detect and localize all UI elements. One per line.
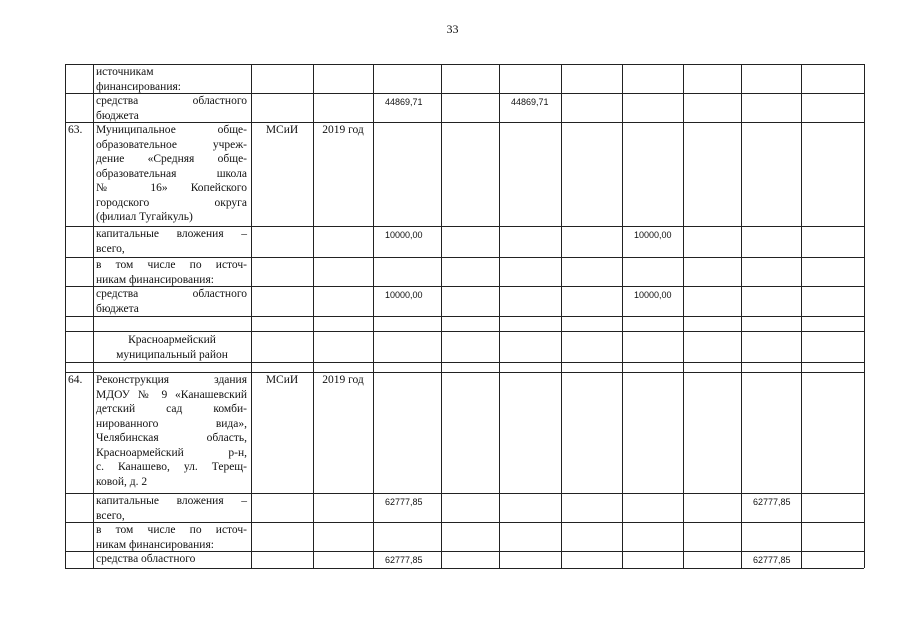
amount-cell: 62777,85 (385, 497, 423, 507)
row-description (96, 552, 247, 567)
row-description (96, 494, 247, 523)
year-cell: 2019 год (322, 124, 364, 136)
description-line: нированного вида», (96, 417, 247, 430)
description-line: городского округа (96, 196, 247, 209)
row-number: 64. (68, 374, 83, 386)
description-line: Челябинская область, (96, 432, 247, 444)
row-description (96, 287, 247, 316)
description-line: бюджета (96, 109, 139, 122)
description-line: с. Канашево, ул. Терещ- (96, 461, 247, 473)
section-heading (96, 333, 248, 362)
description-line: МДОУ № 9 «Канашевский (96, 388, 247, 401)
year-cell: 2019 год (322, 374, 364, 386)
description-line: средства областного (96, 288, 247, 300)
description-line: ковой, д. 2 (96, 475, 148, 488)
description-line: Муниципальное обще- (96, 124, 247, 136)
row-description (96, 258, 247, 287)
amount-cell: 10000,00 (385, 290, 423, 300)
description-line: Красноармейский р-н, (96, 446, 247, 459)
description-line: детский сад комби- (96, 403, 247, 415)
amount-cell: 44869,71 (511, 97, 549, 107)
description-line: никам финансирования: (96, 273, 214, 286)
amount-cell: 62777,85 (385, 555, 423, 565)
row-description (96, 94, 247, 123)
row-description (96, 227, 247, 256)
description-line: всего, (96, 509, 125, 522)
description-line: Реконструкция здания (96, 374, 247, 386)
description-line: в том числе по источ- (96, 259, 247, 271)
row-description (96, 373, 247, 489)
description-line: капитальные вложения – (96, 228, 247, 240)
description-line: источникам (96, 66, 154, 78)
description-line: бюджета (96, 302, 139, 315)
amount-cell: 10000,00 (634, 230, 672, 240)
amount-cell: 62777,85 (753, 555, 791, 565)
row-description (96, 123, 247, 225)
amount-cell: 10000,00 (634, 290, 672, 300)
description-line: дение «Средняя обще- (96, 153, 247, 165)
row-number: 63. (68, 124, 83, 136)
description-line: средства областного (96, 553, 196, 565)
description-line: никам финансирования: (96, 538, 214, 551)
amount-cell: 62777,85 (753, 497, 791, 507)
section-heading-line: Красноармейский (128, 334, 216, 346)
amount-cell: 44869,71 (385, 97, 423, 107)
amount-cell: 10000,00 (385, 230, 423, 240)
description-line: (филиал Тугайкуль) (96, 211, 193, 223)
description-line: № 16» Копейского (96, 182, 247, 194)
row-description (96, 523, 247, 552)
description-line: в том числе по источ- (96, 524, 247, 536)
page-number: 33 (446, 22, 459, 36)
description-line: всего, (96, 242, 125, 255)
executor-cell: МСиИ (265, 374, 299, 386)
row-description (96, 65, 247, 94)
description-line: средства областного (96, 95, 247, 107)
description-line: образовательная школа (96, 167, 247, 180)
description-line: финансирования: (96, 80, 181, 93)
description-line: образовательное учреж- (96, 138, 247, 151)
executor-cell: МСиИ (265, 124, 299, 136)
section-heading-line: муниципальный район (116, 348, 228, 361)
description-line: капитальные вложения – (96, 495, 247, 507)
